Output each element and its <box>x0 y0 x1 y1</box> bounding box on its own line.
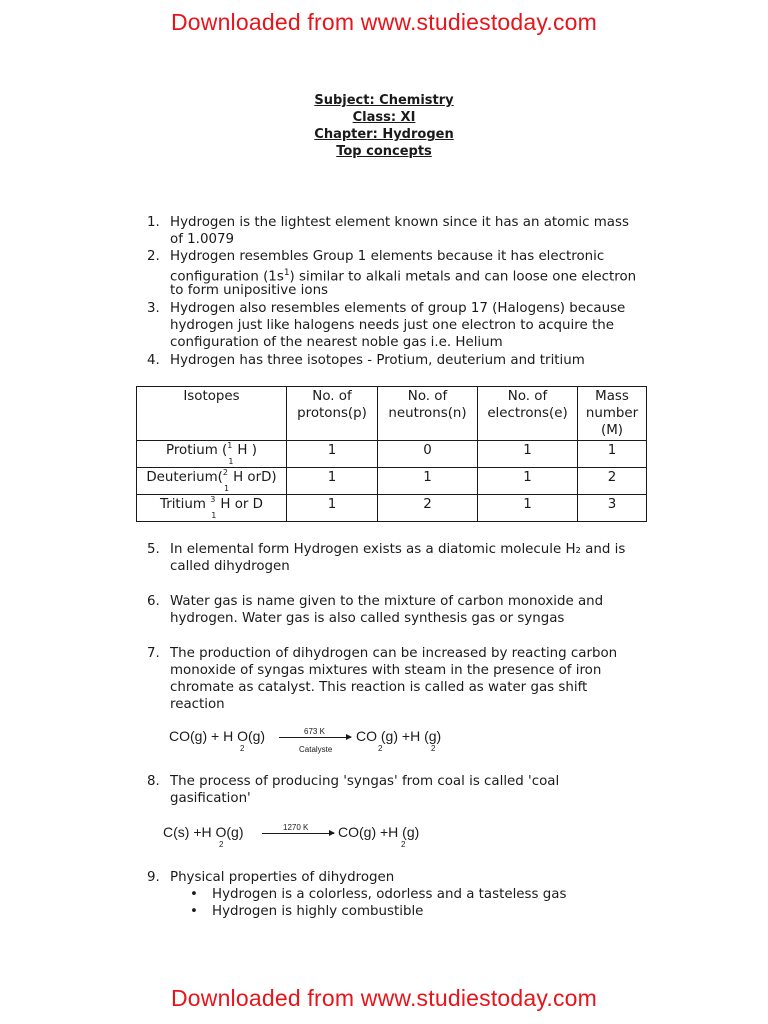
point-line: Water gas is name given to the mixture of carbon monoxide and <box>170 594 604 609</box>
point-line: reaction <box>170 697 225 712</box>
header-text: No. of <box>312 389 352 404</box>
mass-cell: 1 <box>578 441 647 468</box>
eq-products: CO(g) +H (g) <box>338 824 420 840</box>
point-line: hydrogen. Water gas is also called synthesis gas or syngas <box>170 611 565 626</box>
header-text: Isotopes <box>183 389 240 404</box>
table-row <box>137 468 647 495</box>
point-number: 7. <box>147 646 160 661</box>
point-line: hydrogen just like halogens needs just one electron to acquire the <box>170 318 614 333</box>
header-text: (M) <box>600 423 623 438</box>
eq-reactants: C(s) +H O(g) <box>163 824 244 840</box>
eq-condition-temp: 673 K <box>304 727 325 736</box>
config-text: configuration (1s <box>170 269 284 285</box>
bullet-icon: • <box>190 904 198 919</box>
header-cell-electrons <box>478 387 578 441</box>
protons-cell: 1 <box>287 441 378 468</box>
point-number: 4. <box>147 353 160 368</box>
class-heading: Class: XI <box>352 110 416 125</box>
mass-superscript: 1 <box>227 441 233 450</box>
eq-subscript: 2 <box>219 840 224 849</box>
header-text: Mass <box>595 389 629 404</box>
bullet-text: Hydrogen is a colorless, odorless and a tasteless gas <box>212 887 567 902</box>
eq-products: CO (g) +H (g) <box>356 728 442 744</box>
config-text: ) similar to alkali metals and can loose one electron <box>289 269 637 285</box>
point-line: Hydrogen has three isotopes - Protium, deuterium and tritium <box>170 353 585 368</box>
electrons-cell: 1 <box>478 495 578 522</box>
isotope-name: Protium ( <box>166 443 228 458</box>
point-number: 9. <box>147 870 160 885</box>
bullet-icon: • <box>190 887 198 902</box>
isotope-name-cell <box>137 468 287 495</box>
isotope-symbol: H ) <box>237 443 257 458</box>
point-line: to form unipositive ions <box>170 283 329 298</box>
neutrons-cell: 2 <box>378 495 478 522</box>
point-number: 8. <box>147 774 160 789</box>
config-superscript: 1 <box>283 268 290 278</box>
point-line: gasification' <box>170 791 251 806</box>
header-text: electrons(e) <box>487 406 568 421</box>
mass-superscript: 2 <box>222 468 228 477</box>
point-line: called dihydrogen <box>170 559 290 574</box>
reaction-arrow <box>279 737 351 738</box>
eq-subscript: 2 <box>431 744 436 753</box>
point-line: Hydrogen also resembles elements of group 17 (Halogens) because <box>170 301 626 316</box>
point-line: In elemental form Hydrogen exists as a diatomic molecule H₂ and is <box>170 542 626 557</box>
eq-subscript: 2 <box>240 744 245 753</box>
bullet-text: Hydrogen is highly combustible <box>212 904 424 919</box>
isotopes-table <box>136 386 647 522</box>
atomic-subscript: 1 <box>228 457 234 466</box>
protons-cell: 1 <box>287 468 378 495</box>
point-line: Hydrogen resembles Group 1 elements because it has electronic <box>170 249 605 264</box>
topic-heading: Top concepts <box>336 144 432 159</box>
mass-superscript: 3 <box>210 495 216 504</box>
point-number: 1. <box>147 215 160 230</box>
isotope-name-cell <box>137 441 287 468</box>
header-text: No. of <box>407 389 448 404</box>
top-banner: Downloaded from www.studiestoday.com <box>170 9 598 35</box>
eq-subscript: 2 <box>401 840 406 849</box>
isotope-name: Tritium <box>160 497 211 512</box>
document-header <box>0 92 768 160</box>
isotope-symbol: H or D <box>220 497 263 512</box>
isotope-symbol: H orD) <box>233 470 277 485</box>
neutrons-cell: 0 <box>378 441 478 468</box>
header-cell-isotopes <box>137 387 287 441</box>
electrons-cell: 1 <box>478 468 578 495</box>
isotope-name-cell <box>137 495 287 522</box>
point-number: 3. <box>147 301 160 316</box>
eq-reactants: CO(g) + H O(g) <box>169 728 266 744</box>
mass-cell: 2 <box>578 468 647 495</box>
header-text: protons(p) <box>297 406 367 421</box>
table-row <box>137 441 647 468</box>
header-text: number <box>585 406 639 421</box>
point-line: Hydrogen is the lightest element known since it has an atomic mass <box>170 215 629 230</box>
isotope-name: Deuterium( <box>146 470 223 485</box>
point-line: The process of producing 'syngas' from coal is called 'coal <box>170 774 560 789</box>
point-number: 2. <box>147 249 160 264</box>
table-row <box>137 495 647 522</box>
eq-condition-temp: 1270 K <box>283 823 309 832</box>
point-line: Physical properties of dihydrogen <box>170 870 395 885</box>
point-line: of 1.0079 <box>170 232 235 247</box>
point-line: monoxide of syngas mixtures with steam in the presence of iron <box>170 663 602 678</box>
chapter-heading: Chapter: Hydrogen <box>314 127 454 142</box>
point-number: 6. <box>147 594 160 609</box>
header-text: neutrons(n) <box>388 406 467 421</box>
atomic-subscript: 1 <box>223 484 230 493</box>
point-line: The production of dihydrogen can be increased by reacting carbon <box>170 646 618 661</box>
eq-subscript: 2 <box>378 744 383 753</box>
electrons-cell: 1 <box>478 441 578 468</box>
header-text: No. of <box>507 389 548 404</box>
reaction-arrow <box>262 833 334 834</box>
bottom-banner: Downloaded from www.studiestoday.com <box>170 985 598 1011</box>
point-line: chromate as catalyst. This reaction is called as water gas shift <box>170 680 588 695</box>
atomic-subscript: 1 <box>211 511 217 520</box>
table-header-row <box>137 387 647 441</box>
protons-cell: 1 <box>287 495 378 522</box>
subject-heading: Subject: Chemistry <box>314 93 454 108</box>
point-number: 5. <box>147 542 160 557</box>
mass-cell: 3 <box>578 495 647 522</box>
point-line: configuration of the nearest noble gas i.e. Helium <box>170 335 503 350</box>
eq-condition-catalyst: Catalyste <box>299 745 333 754</box>
neutrons-cell: 1 <box>378 468 478 495</box>
header-cell-mass-number <box>578 387 647 441</box>
header-cell-protons <box>287 387 378 441</box>
header-cell-neutrons <box>378 387 478 441</box>
